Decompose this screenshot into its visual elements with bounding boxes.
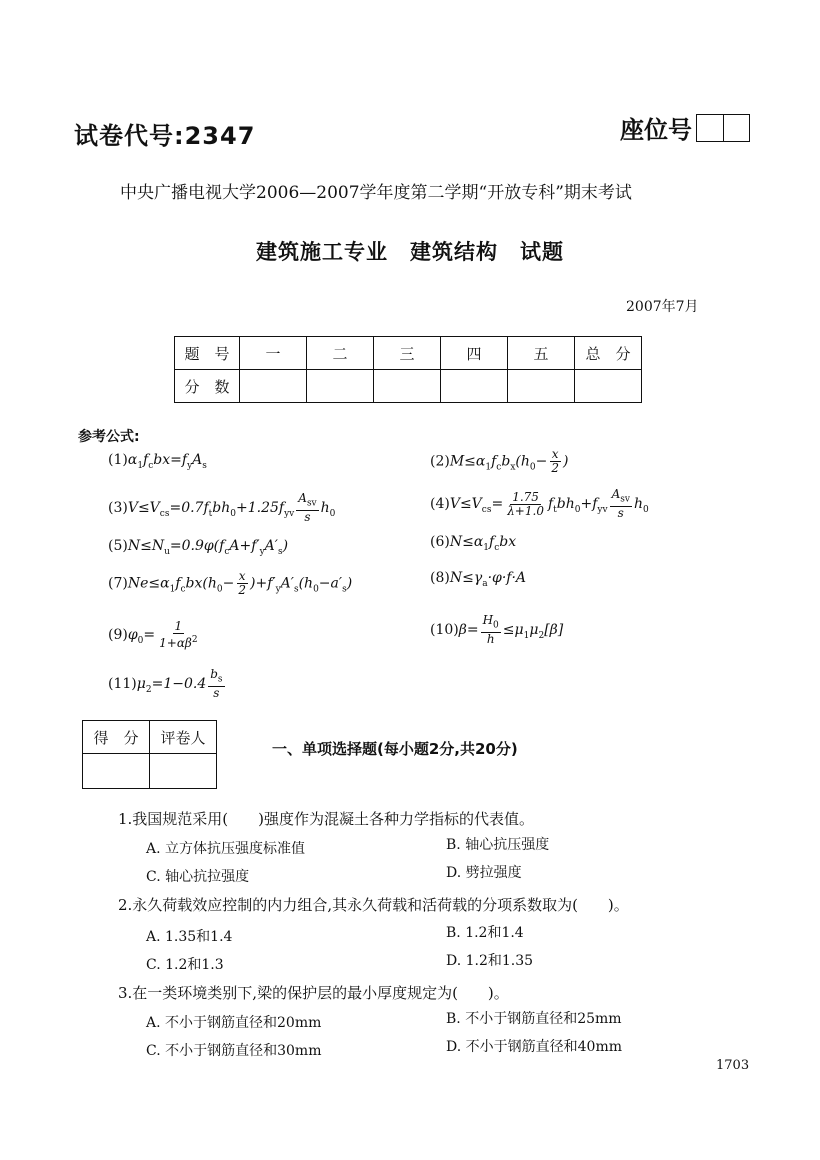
page-number: 1703	[716, 1058, 750, 1073]
score-cell-section-2: 二	[307, 337, 374, 370]
score-table-header-row	[175, 337, 642, 370]
formula-6: $(6)N\le\alpha_1f_cbx$	[430, 534, 517, 553]
seat-label: 座位号	[620, 116, 692, 144]
exam-title: 建筑施工专业 建筑结构 试题	[256, 240, 564, 264]
formula-1: $(1)\alpha_1f_cbx=f_yA_s$	[108, 452, 207, 471]
question-1-option-d: D. 劈拉强度	[446, 865, 522, 881]
question-2-option-a: A. 1.35和1.4	[146, 929, 233, 945]
score-cell-total: 总 分	[575, 337, 642, 370]
question-3: 3.在一类环境类别下,梁的保护层的最小厚度规定为( )。	[118, 984, 509, 1002]
score-blank	[575, 370, 642, 403]
formula-number: (4)	[430, 496, 450, 513]
score-blank	[307, 370, 374, 403]
question-1: 1.我国规范采用( )强度作为混凝土各种力学指标的代表值。	[118, 810, 535, 828]
question-2-option-d: D. 1.2和1.35	[446, 953, 534, 969]
score-table	[174, 336, 642, 403]
grader-table	[82, 720, 217, 789]
exam-date: 2007年7月	[626, 299, 699, 315]
formula-5: $(5)N\le N_u=0.9\varphi(f_cA+f'_yA'_s)$	[108, 538, 289, 557]
formula-11: $(11)\mu_2=1-0.4$ $\frac{b_s}{s}$	[108, 667, 223, 701]
question-2-option-b: B. 1.2和1.4	[446, 925, 524, 941]
question-3-option-c: C. 不小于钢筋直径和30mm	[146, 1043, 322, 1059]
score-blank	[374, 370, 441, 403]
score-cell-label: 题 号	[175, 337, 240, 370]
formula-number: (10)	[430, 622, 459, 639]
formulas-title: 参考公式:	[78, 429, 140, 445]
question-1-option-a: A. 立方体抗压强度标准值	[146, 841, 306, 857]
formula-number: (5)	[108, 538, 128, 554]
grader-blank-row	[83, 754, 217, 789]
question-3-option-d: D. 不小于钢筋直径和40mm	[446, 1039, 622, 1055]
formula-number: (3)	[108, 500, 128, 517]
score-blank	[240, 370, 307, 403]
grader-blank	[150, 754, 217, 789]
formula-number: (7)	[108, 575, 128, 592]
score-blank	[508, 370, 575, 403]
university-line: 中央广播电视大学2006—2007学年度第二学期“开放专科”期末考试	[120, 183, 632, 203]
score-cell-section-5: 五	[508, 337, 575, 370]
grader-blank	[83, 754, 150, 789]
formula-number: (2)	[430, 453, 450, 470]
formula-2: $(2)M\le\alpha_1f_cb_x(h_0-$ $\frac{x}{2}$ )	[430, 447, 569, 475]
grader-reviewer-label: 评卷人	[150, 721, 217, 754]
question-3-option-a: A. 不小于钢筋直径和20mm	[146, 1015, 322, 1031]
question-2-option-c: C. 1.2和1.3	[146, 957, 224, 973]
formula-number: (8)	[430, 570, 450, 586]
formula-number: (9)	[108, 627, 128, 643]
score-blank	[441, 370, 508, 403]
seat-number-box	[696, 114, 750, 142]
question-1-option-b: B. 轴心抗压强度	[446, 837, 550, 853]
formula-number: (11)	[108, 676, 137, 693]
question-2: 2.永久荷载效应控制的内力组合,其永久荷载和活荷载的分项系数取为( )。	[118, 896, 629, 914]
formula-number: (1)	[108, 452, 128, 468]
formula-8: $(8)N\le\gamma_a\cdot\varphi\cdot f\cdot A$	[430, 570, 527, 589]
formula-number: (6)	[430, 534, 450, 550]
score-row-label: 分 数	[175, 370, 240, 403]
formula-9: $(9)\varphi_0=$ $\frac{1}{1+\alpha\beta^2}$	[108, 619, 198, 650]
formula-3: $(3)V\le V_{cs}=0.7f_tbh_0+1.25f_{yv}$ $\frac{A_{sv}}{s}$ $h_0$	[108, 491, 336, 525]
question-1-option-c: C. 轴心抗拉强度	[146, 869, 250, 885]
seat-number	[620, 110, 750, 145]
score-cell-section-4: 四	[441, 337, 508, 370]
formula-7: $(7)Ne\le\alpha_1f_cbx(h_0-$ $\frac{x}{2}$ )$+f'_yA'_s(h_0-a'_s)$	[108, 569, 353, 597]
score-cell-section-3: 三	[374, 337, 441, 370]
section-heading: 一、单项选择题(每小题2分,共20分)	[272, 740, 518, 758]
grader-header-row	[83, 721, 217, 754]
formula-4: $(4)V\le V_{cs}=$ $\frac{1.75}{\lambda+1.0}$ $f_tbh_0+f_{yv}$ $\frac{A_{sv}}{s}$ $h_0$	[430, 487, 649, 521]
grader-score-label: 得 分	[83, 721, 150, 754]
score-table-score-row	[175, 370, 642, 403]
formula-10: (10)β= $\frac{H_0}{h}$ $\le\mu_1\mu_2[\beta]$	[430, 613, 564, 647]
exam-code: 试卷代号:2347	[74, 122, 256, 150]
score-cell-section-1: 一	[240, 337, 307, 370]
question-3-option-b: B. 不小于钢筋直径和25mm	[446, 1011, 622, 1027]
